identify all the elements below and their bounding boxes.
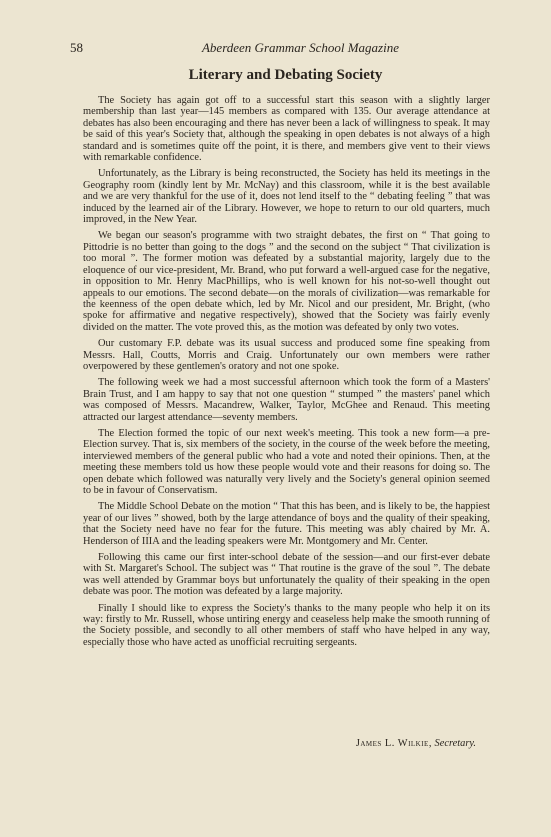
paragraph: The following week we had a most successful afternoon which took the form of a Masters' Brain Trust, and I am happy to say that not one question “ stumped ” the masters' panel which was composed of Messrs. Macandrew, Walker, Taylor, McGhee and Renaud. This meeting attracted our largest attendance—seventy members. xyxy=(83,377,490,423)
paragraph: The Election formed the topic of our next week's meeting. This took a new form—a pre-Election survey. That is, six members of the society, in the course of the week before the meeting, interviewed members of the general public who had a vote and noted their opinions. Then, at the meeting these members told us how these people would vote and their reasons for doing so. The open debate which followed was naturally very lively and the Society's general opinion seemed to be in favour of Conservatism. xyxy=(83,427,490,496)
paragraph: Unfortunately, as the Library is being reconstructed, the Society has held its meetings in the Geography room (kindly lent by Mr. McNay) and this classroom, while it is the best available and we are very thankful for the use of it, does not lend itself to the “ debating feeling ” that was induced by the learned air of the Library. However, we hope to return to our old quarters, much improved, in the New Year. xyxy=(83,168,490,226)
paragraph: The Middle School Debate on the motion “ That this has been, and is likely to be, the happiest year of our lives ” showed, both by the large attendance of boys and the quality of their speaking, that the Society need have no fear for the future. This meeting was ably chaired by Mr. A. Henderson of IIIA and the leading speakers were Mr. Montgomery and Mr. Center. xyxy=(83,501,490,547)
paragraph: Following this came our first inter-school debate of the session—and our first-ever debate with St. Margaret's School. The subject was “ That routine is the grave of the soul ”. The debate was well attended by Grammar boys but unfortunately the quality of their speaking in the open debate was poor. The motion was defeated by a large majority. xyxy=(83,552,490,598)
article-body xyxy=(83,95,490,653)
running-head: Aberdeen Grammar School Magazine xyxy=(201,40,399,55)
paragraph: Finally I should like to express the Society's thanks to the many people who help it on its way: firstly to Mr. Russell, whose untiring energy and ceaseless help make the smooth running of the Society possible, and secondly to all other members of staff who have helped in any way, especially those who have acted as unofficial recruiting sergeants. xyxy=(83,602,490,648)
paragraph: The Society has again got off to a successful start this season with a slightly larger membership than last year—145 members as compared with 135. Our average attendance at debates has also been encouraging and there has never been a lack of willingness to speak. It may be said of this year's Society that, although the speaking in open debates is not always of a high standard and is sometimes quite off the point, it is there, and members give vent to their views with remarkable confidence. xyxy=(83,95,490,164)
signature-role: Secretary. xyxy=(434,738,476,749)
paragraph: We began our season's programme with two straight debates, the first on “ That going to Pittodrie is no better than going to the dogs ” and the second on the subject “ That civilization is too moral ”. The former motion was defeated by a substantial majority, largely due to the eloquence of our vice-president, Mr. Brand, who put forward a well-argued case for the negative, in opposition to Mr. Henry MacPhillips, who is well known for his not-so-well thought out appeals to our emotions. The second debate—on the morals of civilization—was remarkable for the keenness of the open debate which, led by Mr. Nicol and our president, Mr. Bright, (who spoke for affirmative and negative respectively), showed that the Society was fairly evenly divided on the matter. The vote proved this, as the motion was defeated by only two votes. xyxy=(83,230,490,333)
paragraph: Our customary F.P. debate was its usual success and produced some fine speaking from Messrs. Hall, Coutts, Morris and Craig. Unfortunately our own members were rather overpowered by these gentlemen's oratory and not one spoke. xyxy=(83,338,490,372)
signature-name: James L. Wilkie, xyxy=(355,738,432,749)
page-number: 58 xyxy=(70,40,83,55)
article-title: Literary and Debating Society xyxy=(188,67,383,83)
page-header xyxy=(70,40,491,56)
signature xyxy=(356,738,476,749)
